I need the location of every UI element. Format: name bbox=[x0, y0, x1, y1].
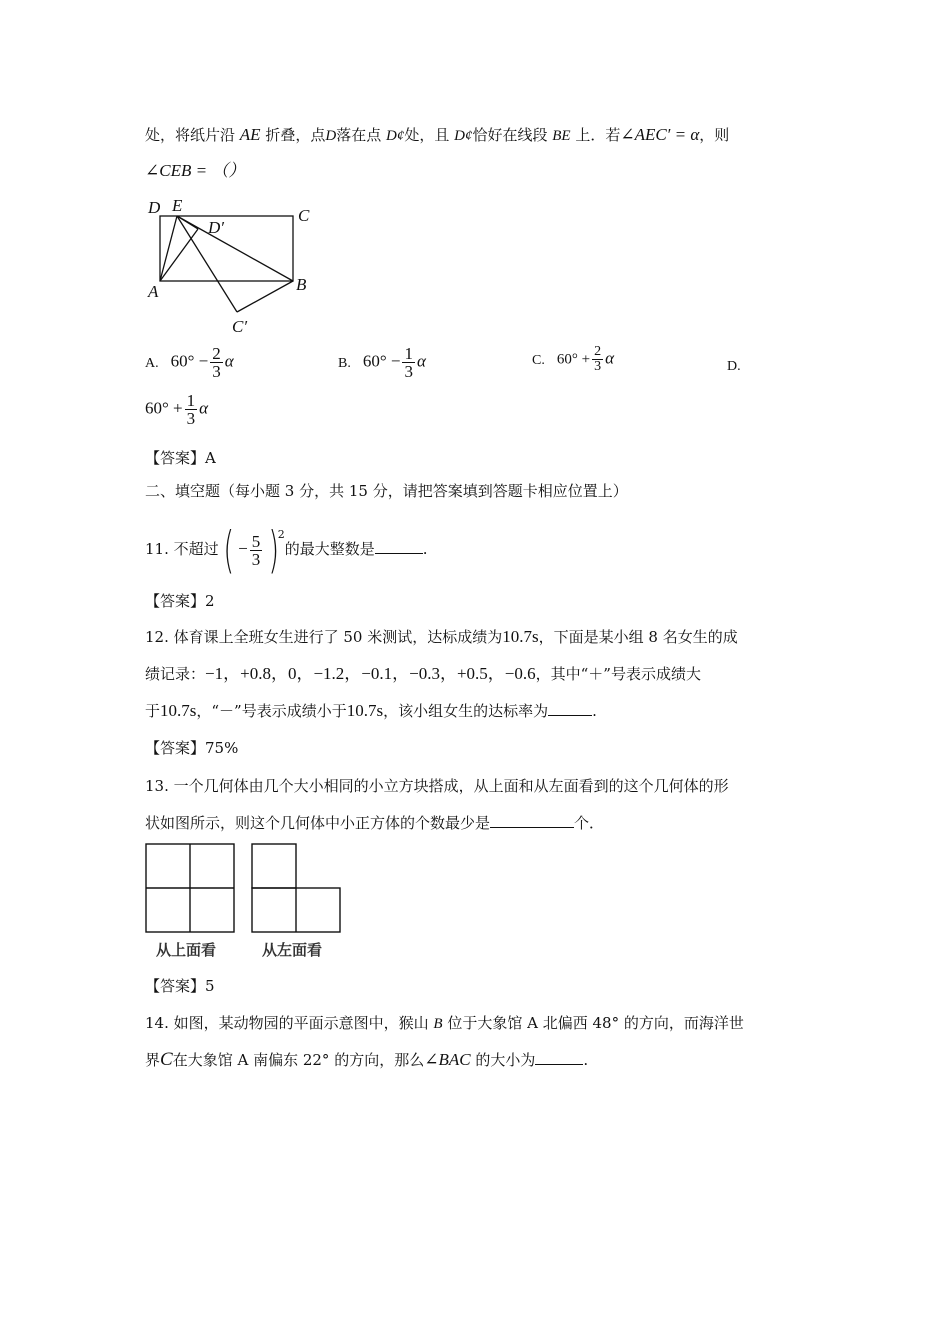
option-d[interactable]: D. bbox=[727, 359, 741, 374]
seg-EB bbox=[177, 216, 293, 281]
q12-line3: 于10.7s，“－”号表示成绩小于10.7s，该小组女生的达标率为 . bbox=[145, 701, 597, 720]
q10-line2: ∠CEB = （） bbox=[145, 161, 246, 180]
q13-line2: 状如图所示，则这个几何体中小正方体的个数最少是 个． bbox=[145, 814, 605, 832]
label-Dp: D′ bbox=[208, 218, 224, 237]
label-C: C bbox=[298, 206, 310, 225]
q13-line1: 13. 一个几何体由几个大小相同的小立方块搭成，从上面和从左面看到的这个几何体的形 bbox=[145, 777, 729, 795]
q12-answer: 【答案】75% bbox=[145, 739, 239, 757]
q13-figures bbox=[140, 838, 355, 968]
left-view-caption: 从左面看 bbox=[262, 943, 323, 959]
section-heading: 二、填空题（每小题 3 分，共 15 分，请把答案填到答题卡相应位置上） bbox=[145, 482, 628, 500]
q14-blank[interactable] bbox=[535, 1050, 583, 1065]
option-d-expr: 60° + $\frac{1}{3}$ α bbox=[145, 391, 209, 428]
q12-line1: 12. 体育课上全班女生进行了 50 米测试，达标成绩为10.7s，下面是某小组 8 名女生的成 bbox=[145, 627, 738, 646]
option-b[interactable]: B. 60° − $\frac{1}{3}$ α bbox=[338, 344, 426, 381]
q13-answer: 【答案】5 bbox=[145, 977, 215, 995]
q12-line2: 绩记录：−1，+0.8，0，−1.2，−0.1，−0.3，+0.5，−0.6，其中“＋”号表示成绩大 bbox=[145, 664, 701, 683]
q10-figure bbox=[140, 195, 330, 345]
seg-EC-prime bbox=[177, 216, 237, 312]
label-B: B bbox=[296, 275, 307, 294]
rectangle-ABCD bbox=[160, 216, 293, 281]
q10-answer: 【答案】A bbox=[145, 449, 216, 467]
top-view-grid bbox=[146, 844, 234, 932]
q10-line1: 处，将纸片沿 AE 折叠，点D落在点 D¢处，且 D¢恰好在线段 BE 上．若∠AEC′ = α，则 bbox=[145, 125, 730, 144]
label-A: A bbox=[148, 282, 159, 301]
seg-AD-prime bbox=[160, 229, 198, 281]
top-view-caption: 从上面看 bbox=[156, 943, 217, 959]
q12-blank[interactable] bbox=[548, 701, 592, 716]
q11: 11. 不超过( − $\frac{5}{3}$ )$^2$的最大整数是 . bbox=[145, 521, 428, 579]
q14-line1: 14. 如图，某动物园的平面示意图中，猴山 B 位于大象馆 A 北偏西 48° 的方向，而海洋世 bbox=[145, 1014, 744, 1032]
seg-BC-prime bbox=[237, 281, 293, 312]
label-E: E bbox=[172, 196, 183, 215]
q11-blank[interactable] bbox=[375, 539, 423, 554]
left-view-grid bbox=[252, 844, 340, 932]
label-D: D bbox=[148, 198, 161, 217]
option-a[interactable]: A. 60° − $\frac{2}{3}$ α bbox=[145, 344, 234, 381]
seg-AE bbox=[160, 216, 177, 281]
label-Cp: C′ bbox=[232, 317, 248, 336]
q13-blank[interactable] bbox=[490, 813, 574, 828]
q14-line2: 界C在大象馆 A 南偏东 22° 的方向，那么∠BAC 的大小为 . bbox=[145, 1049, 589, 1070]
q11-answer: 【答案】2 bbox=[145, 592, 215, 610]
option-c[interactable]: C. 60° + $\frac{2}{3}$ α bbox=[532, 344, 614, 374]
